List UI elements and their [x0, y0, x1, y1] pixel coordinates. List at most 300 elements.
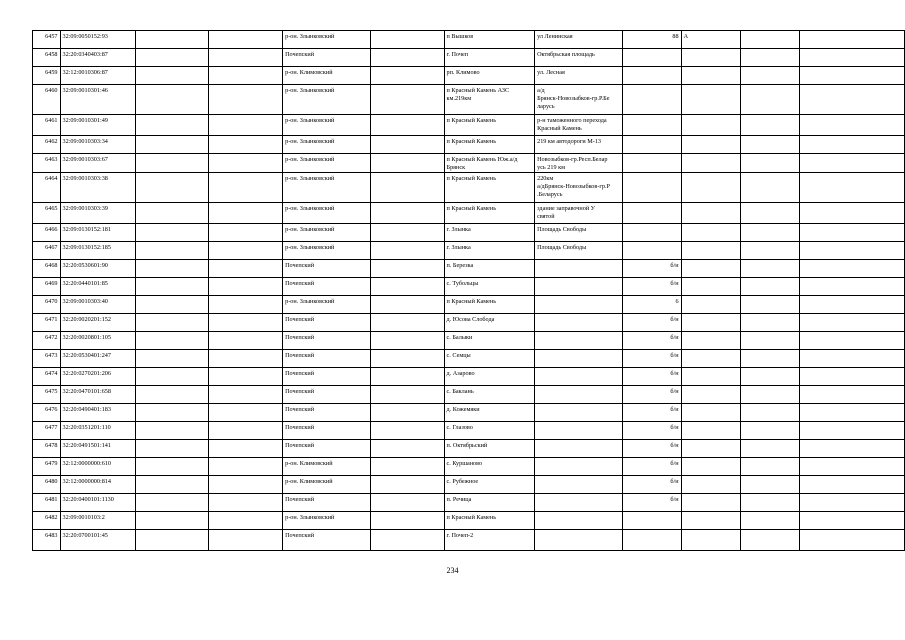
- cadastral-number-cell: 32:20:0530401:247: [60, 350, 135, 368]
- empty-cell: [370, 440, 444, 458]
- locality-cell: п Красный Камень: [444, 203, 535, 224]
- street-cell: Площадь Свободы: [535, 224, 623, 242]
- empty-cell: [209, 404, 283, 422]
- empty-cell: [135, 530, 209, 551]
- locality-cell: п Красный Камень: [444, 115, 535, 136]
- cadastral-number-cell: 32:12:0000000:610: [60, 458, 135, 476]
- empty-cell: [370, 173, 444, 203]
- cadastral-number-cell: 32:20:0400101:1130: [60, 494, 135, 512]
- row-number-cell: 6470: [33, 296, 61, 314]
- empty-cell: [741, 115, 799, 136]
- empty-cell: [135, 512, 209, 530]
- district-cell: р-он. Злынковский: [283, 154, 371, 173]
- empty-cell: [209, 494, 283, 512]
- row-number-cell: 6479: [33, 458, 61, 476]
- house-number-cell: б/н: [622, 422, 681, 440]
- empty-cell: [741, 278, 799, 296]
- row-number-cell: 6466: [33, 224, 61, 242]
- empty-cell: [135, 476, 209, 494]
- street-cell: [535, 440, 623, 458]
- empty-cell: [370, 512, 444, 530]
- empty-cell: [799, 296, 904, 314]
- empty-cell: [741, 314, 799, 332]
- district-cell: р-он. Злынковский: [283, 224, 371, 242]
- cadastral-number-cell: 32:09:0010103:2: [60, 512, 135, 530]
- street-cell: 220км а/дБрянск-Новозыбков-гр.Р .Беларусь: [535, 173, 623, 203]
- empty-cell: [135, 494, 209, 512]
- street-cell: ул Ленинская: [535, 31, 623, 49]
- empty-cell: [370, 404, 444, 422]
- empty-cell: [799, 422, 904, 440]
- street-cell: [535, 512, 623, 530]
- building-letter-cell: [681, 476, 741, 494]
- table-row: [33, 260, 905, 278]
- cadastral-number-cell: 32:20:0020801:105: [60, 332, 135, 350]
- registry-table: [32, 30, 905, 551]
- locality-cell: п. Березка: [444, 260, 535, 278]
- empty-cell: [370, 85, 444, 115]
- locality-cell: д. Кожемяки: [444, 404, 535, 422]
- empty-cell: [741, 476, 799, 494]
- empty-cell: [135, 224, 209, 242]
- empty-cell: [135, 67, 209, 85]
- locality-cell: с. Балыки: [444, 332, 535, 350]
- building-letter-cell: [681, 458, 741, 476]
- locality-cell: д. Юсова Слобода: [444, 314, 535, 332]
- cadastral-number-cell: 32:09:0130152:185: [60, 242, 135, 260]
- house-number-cell: [622, 242, 681, 260]
- empty-cell: [741, 224, 799, 242]
- building-letter-cell: [681, 296, 741, 314]
- empty-cell: [741, 512, 799, 530]
- empty-cell: [209, 440, 283, 458]
- cadastral-number-cell: 32:20:0491501:141: [60, 440, 135, 458]
- locality-cell: п Вышков: [444, 31, 535, 49]
- district-cell: р-он. Злынковский: [283, 296, 371, 314]
- locality-cell: с. Рубежное: [444, 476, 535, 494]
- street-cell: [535, 494, 623, 512]
- district-cell: Почепский: [283, 530, 371, 551]
- row-number-cell: 6457: [33, 31, 61, 49]
- locality-cell: г. Злынка: [444, 242, 535, 260]
- empty-cell: [135, 136, 209, 154]
- cadastral-number-cell: 32:09:0010303:40: [60, 296, 135, 314]
- table-row: [33, 458, 905, 476]
- building-letter-cell: [681, 350, 741, 368]
- empty-cell: [799, 242, 904, 260]
- district-cell: р-он. Злынковский: [283, 31, 371, 49]
- empty-cell: [370, 314, 444, 332]
- table-row: [33, 332, 905, 350]
- empty-cell: [370, 115, 444, 136]
- district-cell: Почепский: [283, 404, 371, 422]
- table-row: [33, 242, 905, 260]
- empty-cell: [209, 278, 283, 296]
- street-cell: [535, 296, 623, 314]
- street-cell: а/д Брянск-Новозыбков-гр.Р.Бе ларусь: [535, 85, 623, 115]
- locality-cell: с. Баклань: [444, 386, 535, 404]
- district-cell: Почепский: [283, 440, 371, 458]
- empty-cell: [799, 494, 904, 512]
- empty-cell: [370, 31, 444, 49]
- street-cell: здание заправочной У святой: [535, 203, 623, 224]
- empty-cell: [370, 136, 444, 154]
- empty-cell: [799, 31, 904, 49]
- street-cell: [535, 476, 623, 494]
- house-number-cell: б/н: [622, 260, 681, 278]
- empty-cell: [370, 67, 444, 85]
- street-cell: [535, 350, 623, 368]
- district-cell: Почепский: [283, 314, 371, 332]
- empty-cell: [370, 203, 444, 224]
- locality-cell: п Красный Камень: [444, 173, 535, 203]
- cadastral-number-cell: 32:12:0010306:87: [60, 67, 135, 85]
- empty-cell: [370, 494, 444, 512]
- building-letter-cell: [681, 494, 741, 512]
- empty-cell: [799, 512, 904, 530]
- building-letter-cell: [681, 67, 741, 85]
- building-letter-cell: [681, 314, 741, 332]
- house-number-cell: [622, 85, 681, 115]
- street-cell: [535, 386, 623, 404]
- district-cell: р-он. Злынковский: [283, 85, 371, 115]
- table-row: [33, 154, 905, 173]
- street-cell: [535, 314, 623, 332]
- house-number-cell: [622, 173, 681, 203]
- row-number-cell: 6465: [33, 203, 61, 224]
- empty-cell: [799, 530, 904, 551]
- row-number-cell: 6469: [33, 278, 61, 296]
- table-row: [33, 115, 905, 136]
- empty-cell: [370, 49, 444, 67]
- empty-cell: [209, 386, 283, 404]
- empty-cell: [135, 203, 209, 224]
- row-number-cell: 6468: [33, 260, 61, 278]
- empty-cell: [135, 422, 209, 440]
- building-letter-cell: [681, 224, 741, 242]
- empty-cell: [741, 85, 799, 115]
- row-number-cell: 6472: [33, 332, 61, 350]
- row-number-cell: 6482: [33, 512, 61, 530]
- district-cell: Почепский: [283, 260, 371, 278]
- empty-cell: [209, 332, 283, 350]
- empty-cell: [741, 530, 799, 551]
- street-cell: 219 км автодороги М-13: [535, 136, 623, 154]
- empty-cell: [741, 494, 799, 512]
- building-letter-cell: [681, 368, 741, 386]
- district-cell: Почепский: [283, 49, 371, 67]
- locality-cell: п Красный Камень АЗС км.219км: [444, 85, 535, 115]
- building-letter-cell: [681, 422, 741, 440]
- cadastral-number-cell: 32:12:0000000:814: [60, 476, 135, 494]
- locality-cell: п. Речица: [444, 494, 535, 512]
- house-number-cell: [622, 115, 681, 136]
- row-number-cell: 6471: [33, 314, 61, 332]
- cadastral-number-cell: 32:09:0010303:34: [60, 136, 135, 154]
- building-letter-cell: [681, 173, 741, 203]
- street-cell: Площадь Свободы: [535, 242, 623, 260]
- table-row: [33, 368, 905, 386]
- table-row: [33, 203, 905, 224]
- empty-cell: [799, 440, 904, 458]
- house-number-cell: 6: [622, 296, 681, 314]
- empty-cell: [741, 260, 799, 278]
- district-cell: р-он. Злынковский: [283, 242, 371, 260]
- house-number-cell: б/н: [622, 314, 681, 332]
- row-number-cell: 6476: [33, 404, 61, 422]
- empty-cell: [799, 458, 904, 476]
- empty-cell: [135, 386, 209, 404]
- building-letter-cell: [681, 386, 741, 404]
- empty-cell: [741, 136, 799, 154]
- cadastral-number-cell: 32:09:0050152:93: [60, 31, 135, 49]
- table-row: [33, 494, 905, 512]
- locality-cell: г. Почеп-2: [444, 530, 535, 551]
- house-number-cell: б/н: [622, 278, 681, 296]
- district-cell: Почепский: [283, 368, 371, 386]
- page-number: 234: [446, 566, 459, 575]
- empty-cell: [799, 260, 904, 278]
- street-cell: р-н таможенного перехода Красный Камень: [535, 115, 623, 136]
- row-number-cell: 6483: [33, 530, 61, 551]
- empty-cell: [370, 476, 444, 494]
- locality-cell: п Красный Камень: [444, 136, 535, 154]
- building-letter-cell: [681, 203, 741, 224]
- empty-cell: [370, 224, 444, 242]
- row-number-cell: 6467: [33, 242, 61, 260]
- empty-cell: [135, 85, 209, 115]
- locality-cell: с. Куршаново: [444, 458, 535, 476]
- empty-cell: [370, 350, 444, 368]
- street-cell: Октябрьская площадь: [535, 49, 623, 67]
- row-number-cell: 6462: [33, 136, 61, 154]
- locality-cell: с. Тубольцы: [444, 278, 535, 296]
- empty-cell: [741, 31, 799, 49]
- empty-cell: [135, 350, 209, 368]
- cadastral-number-cell: 32:20:0020201:152: [60, 314, 135, 332]
- table-row: [33, 31, 905, 49]
- building-letter-cell: [681, 136, 741, 154]
- cadastral-number-cell: 32:20:0340403:87: [60, 49, 135, 67]
- registry-table-body: [33, 31, 905, 551]
- empty-cell: [209, 203, 283, 224]
- building-letter-cell: [681, 404, 741, 422]
- table-row: [33, 136, 905, 154]
- house-number-cell: б/н: [622, 404, 681, 422]
- row-number-cell: 6475: [33, 386, 61, 404]
- empty-cell: [209, 224, 283, 242]
- row-number-cell: 6459: [33, 67, 61, 85]
- house-number-cell: [622, 154, 681, 173]
- empty-cell: [799, 386, 904, 404]
- table-row: [33, 173, 905, 203]
- district-cell: р-он. Климовский: [283, 458, 371, 476]
- table-row: [33, 67, 905, 85]
- empty-cell: [209, 31, 283, 49]
- empty-cell: [370, 278, 444, 296]
- locality-cell: рп. Климово: [444, 67, 535, 85]
- row-number-cell: 6460: [33, 85, 61, 115]
- district-cell: Почепский: [283, 494, 371, 512]
- cadastral-number-cell: 32:09:0130152:181: [60, 224, 135, 242]
- empty-cell: [741, 49, 799, 67]
- house-number-cell: б/н: [622, 368, 681, 386]
- street-cell: ул. Лесная: [535, 67, 623, 85]
- district-cell: Почепский: [283, 332, 371, 350]
- empty-cell: [799, 67, 904, 85]
- building-letter-cell: [681, 154, 741, 173]
- cadastral-number-cell: 32:09:0010303:39: [60, 203, 135, 224]
- empty-cell: [799, 224, 904, 242]
- street-cell: [535, 530, 623, 551]
- empty-cell: [741, 458, 799, 476]
- cadastral-number-cell: 32:20:0270201:206: [60, 368, 135, 386]
- empty-cell: [741, 422, 799, 440]
- street-cell: [535, 404, 623, 422]
- empty-cell: [370, 242, 444, 260]
- empty-cell: [135, 31, 209, 49]
- cadastral-number-cell: 32:20:0351201:110: [60, 422, 135, 440]
- empty-cell: [370, 458, 444, 476]
- empty-cell: [135, 260, 209, 278]
- empty-cell: [799, 350, 904, 368]
- house-number-cell: б/н: [622, 458, 681, 476]
- empty-cell: [799, 203, 904, 224]
- empty-cell: [135, 154, 209, 173]
- empty-cell: [209, 530, 283, 551]
- locality-cell: д. Азарово: [444, 368, 535, 386]
- house-number-cell: [622, 512, 681, 530]
- building-letter-cell: [681, 115, 741, 136]
- empty-cell: [135, 115, 209, 136]
- empty-cell: [209, 512, 283, 530]
- empty-cell: [370, 530, 444, 551]
- district-cell: р-он. Климовский: [283, 67, 371, 85]
- empty-cell: [209, 173, 283, 203]
- building-letter-cell: [681, 278, 741, 296]
- empty-cell: [741, 242, 799, 260]
- empty-cell: [209, 136, 283, 154]
- empty-cell: [799, 85, 904, 115]
- cadastral-number-cell: 32:20:0440101:85: [60, 278, 135, 296]
- house-number-cell: [622, 530, 681, 551]
- row-number-cell: 6463: [33, 154, 61, 173]
- row-number-cell: 6477: [33, 422, 61, 440]
- empty-cell: [209, 458, 283, 476]
- district-cell: р-он. Злынковский: [283, 173, 371, 203]
- street-cell: [535, 332, 623, 350]
- empty-cell: [799, 173, 904, 203]
- empty-cell: [209, 476, 283, 494]
- house-number-cell: [622, 49, 681, 67]
- empty-cell: [799, 476, 904, 494]
- house-number-cell: б/н: [622, 440, 681, 458]
- empty-cell: [741, 404, 799, 422]
- empty-cell: [370, 368, 444, 386]
- empty-cell: [209, 350, 283, 368]
- row-number-cell: 6481: [33, 494, 61, 512]
- district-cell: р-он. Злынковский: [283, 136, 371, 154]
- street-cell: Новозыбков-гр.Респ.Белар усь 219 км: [535, 154, 623, 173]
- row-number-cell: 6478: [33, 440, 61, 458]
- building-letter-cell: [681, 530, 741, 551]
- empty-cell: [209, 67, 283, 85]
- table-row: [33, 350, 905, 368]
- district-cell: р-он. Злынковский: [283, 115, 371, 136]
- district-cell: Почепский: [283, 278, 371, 296]
- building-letter-cell: [681, 85, 741, 115]
- district-cell: Почепский: [283, 422, 371, 440]
- district-cell: Почепский: [283, 350, 371, 368]
- empty-cell: [799, 314, 904, 332]
- row-number-cell: 6461: [33, 115, 61, 136]
- house-number-cell: б/н: [622, 332, 681, 350]
- locality-cell: п Красный Камень: [444, 296, 535, 314]
- house-number-cell: [622, 203, 681, 224]
- table-row: [33, 296, 905, 314]
- street-cell: [535, 458, 623, 476]
- street-cell: [535, 278, 623, 296]
- empty-cell: [741, 386, 799, 404]
- empty-cell: [209, 115, 283, 136]
- empty-cell: [370, 296, 444, 314]
- district-cell: Почепский: [283, 386, 371, 404]
- empty-cell: [209, 154, 283, 173]
- empty-cell: [370, 386, 444, 404]
- empty-cell: [135, 49, 209, 67]
- empty-cell: [370, 422, 444, 440]
- empty-cell: [741, 203, 799, 224]
- house-number-cell: б/н: [622, 386, 681, 404]
- table-row: [33, 314, 905, 332]
- empty-cell: [135, 404, 209, 422]
- building-letter-cell: [681, 242, 741, 260]
- cadastral-number-cell: 32:20:0470101:658: [60, 386, 135, 404]
- empty-cell: [799, 278, 904, 296]
- building-letter-cell: [681, 260, 741, 278]
- empty-cell: [799, 136, 904, 154]
- empty-cell: [741, 368, 799, 386]
- empty-cell: [799, 115, 904, 136]
- table-row: [33, 440, 905, 458]
- table-row: [33, 386, 905, 404]
- table-row: [33, 422, 905, 440]
- table-row: [33, 224, 905, 242]
- empty-cell: [135, 314, 209, 332]
- building-letter-cell: [681, 332, 741, 350]
- empty-cell: [741, 154, 799, 173]
- table-row: [33, 512, 905, 530]
- house-number-cell: б/н: [622, 350, 681, 368]
- table-row: [33, 404, 905, 422]
- cadastral-number-cell: 32:20:0530601:90: [60, 260, 135, 278]
- table-row: [33, 476, 905, 494]
- district-cell: р-он. Злынковский: [283, 203, 371, 224]
- empty-cell: [370, 332, 444, 350]
- empty-cell: [135, 368, 209, 386]
- row-number-cell: 6464: [33, 173, 61, 203]
- empty-cell: [135, 173, 209, 203]
- empty-cell: [799, 368, 904, 386]
- row-number-cell: 6473: [33, 350, 61, 368]
- locality-cell: г. Злынка: [444, 224, 535, 242]
- locality-cell: с. Семцы: [444, 350, 535, 368]
- house-number-cell: 88: [622, 31, 681, 49]
- empty-cell: [209, 296, 283, 314]
- empty-cell: [741, 332, 799, 350]
- house-number-cell: [622, 224, 681, 242]
- cadastral-number-cell: 32:20:0490401:183: [60, 404, 135, 422]
